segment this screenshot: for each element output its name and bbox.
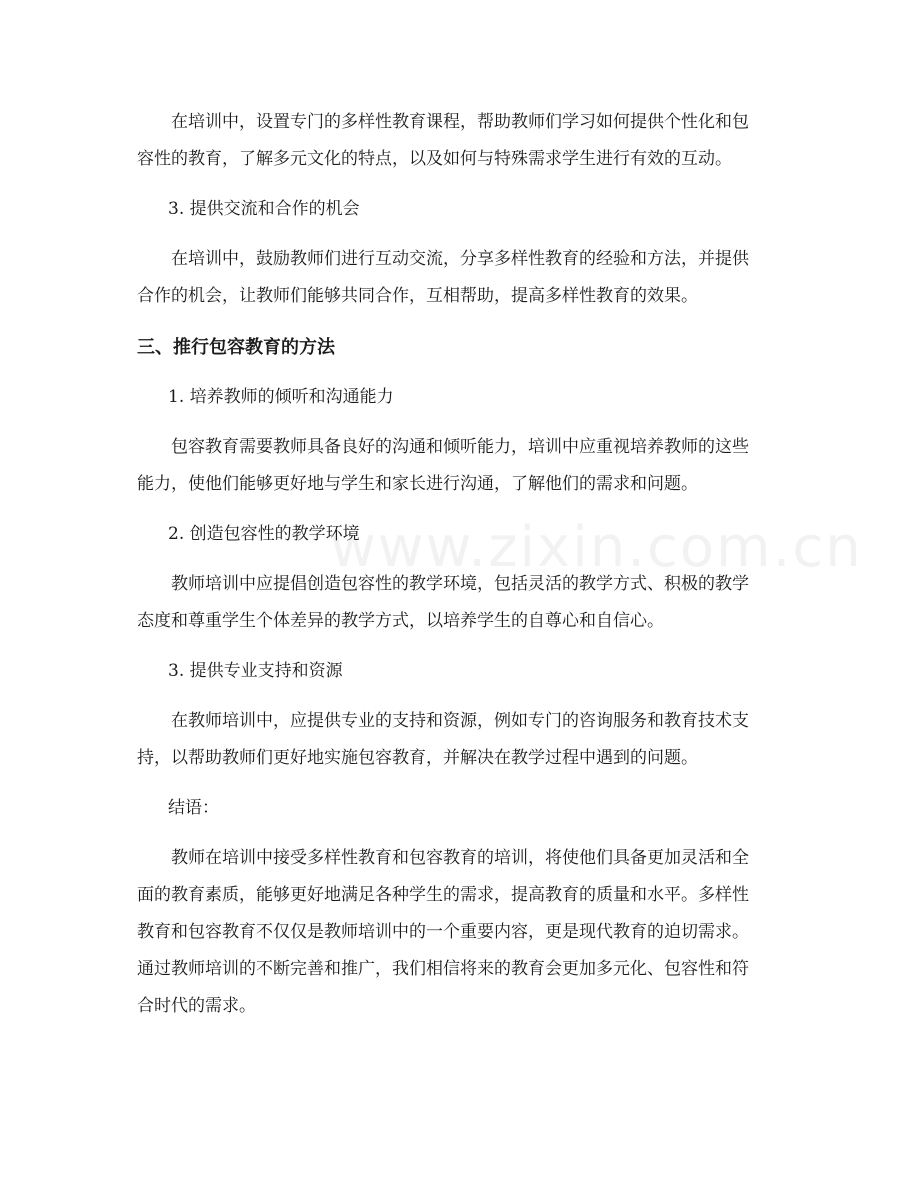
text-line: 持，以帮助教师们更好地实施包容教育，并解决在教学过程中遇到的问题。 <box>137 748 698 768</box>
text-line: 教育和包容教育不仅仅是教师培训中的一个重要内容，更是现代教育的迫切需求。 <box>137 922 749 942</box>
subheading-inclusive-environment: 2. 创造包容性的教学环境 <box>168 524 360 544</box>
paragraph-conclusion <box>137 840 797 1025</box>
text-line: 容性的教育，了解多元文化的特点，以及如何与特殊需求学生进行有效的互动。 <box>137 149 732 169</box>
text-line: 合时代的需求。 <box>137 996 256 1016</box>
paragraph-diversity-courses <box>137 104 797 178</box>
text-line: 教师培训中应提倡创造包容性的教学环境，包括灵活的教学方式、积极的教学 <box>171 574 749 594</box>
text-line: 合作的机会，让教师们能够共同合作，互相帮助，提高多样性教育的效果。 <box>137 286 698 306</box>
text-line: 在教师培训中，应提供专业的支持和资源，例如专门的咨询服务和教育技术支 <box>171 711 749 731</box>
paragraph-environment <box>137 566 797 640</box>
text-line: 通过教师培训的不断完善和推广，我们相信将来的教育会更加多元化、包容性和符 <box>137 959 749 979</box>
conclusion-label: 结语： <box>168 798 219 818</box>
text-line: 在培训中，设置专门的多样性教育课程，帮助教师们学习如何提供个性化和包 <box>171 112 749 132</box>
watermark: www.zixin.com.cn <box>330 515 863 580</box>
text-line: 能力，使他们能够更好地与学生和家长进行沟通，了解他们的需求和问题。 <box>137 474 698 494</box>
paragraph-listening <box>137 429 797 503</box>
paragraph-interaction <box>137 241 797 315</box>
text-line: 态度和尊重学生个体差异的教学方式，以培养学生的自尊心和自信心。 <box>137 611 664 631</box>
text-line: 包容教育需要教师具备良好的沟通和倾听能力，培训中应重视培养教师的这些 <box>171 437 749 457</box>
text-line: 面的教育素质，能够更好地满足各种学生的需求，提高教育的质量和水平。多样性 <box>137 885 749 905</box>
subheading-communication-opportunities: 3. 提供交流和合作的机会 <box>168 199 360 219</box>
subheading-listening-skills: 1. 培养教师的倾听和沟通能力 <box>168 387 394 407</box>
paragraph-support <box>137 703 797 777</box>
text-line: 教师在培训中接受多样性教育和包容教育的培训，将使他们具备更加灵活和全 <box>171 848 749 868</box>
section-heading-inclusive-methods: 三、推行包容教育的方法 <box>137 337 335 358</box>
subheading-professional-support: 3. 提供专业支持和资源 <box>168 661 343 681</box>
document-body <box>137 104 797 1025</box>
text-line: 在培训中，鼓励教师们进行互动交流，分享多样性教育的经验和方法，并提供 <box>171 249 749 269</box>
